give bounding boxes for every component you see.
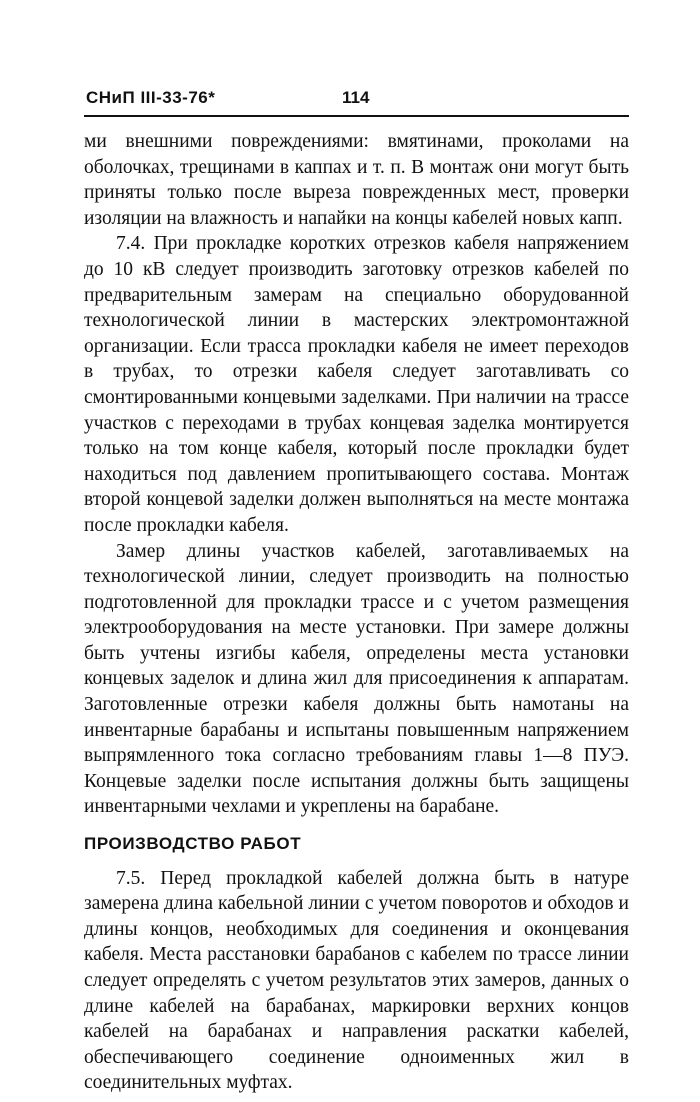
document-page [84, 88, 629, 1096]
paragraph-7-4 [84, 231, 629, 538]
paragraph-text: ми внешними повреждениями: вмятинами, проколами на оболочках, трещинами в каппах и т. п. В монтаж они могут быть приняты только после выреза поврежденных мест, проверки изоляции на влажность и напайки на концы кабелей новых капп. [84, 131, 629, 229]
header-rule [84, 115, 629, 117]
page-number: 114 [342, 88, 370, 107]
paragraph-text: При прокладке коротких отрезков кабеля напряжением до 10 кВ следует производить заготовку отрезков кабелей по предварительным замерам на специально оборудованной технологической линии в мастерских электромонтажной организации. Если трасса прокладки кабеля не имеет переходов в трубах, то отрезки кабеля следует заготавливать со смонтированными концевыми заделками. При наличии на трассе участков с переходами в трубах концевая заделка монтируется только на том конце кабеля, который после прокладки будет находиться под давлением пропитывающего состава. Монтаж второй концевой заделки должен выполняться на месте монтажа после прокладки кабеля. [84, 233, 630, 536]
paragraph-text: Замер длины участков кабелей, заготавливаемых на технологической линии, следует производить на полностью подготовленной для прокладки трассе и с учетом размещения электрооборудования на месте установки. При замере должны быть учтены изгибы кабеля, определены места установки концевых заделок и длина жил для присоединения к аппаратам. Заготовленные отрезки кабеля должны быть намотаны на инвентарные барабаны и испытаны повышенным напряжением выпрямленного тока согласно требованиям главы 1—8 ПУЭ. Концевые заделки после испытания должны быть защищены инвентарными чехлами и укреплены на барабане. [84, 540, 629, 818]
page-header [84, 88, 629, 112]
paragraph-text: Перед прокладкой кабелей должна быть в натуре замерена длина кабельной линии с учетом поворотов и обходов и длины концов, необходимых для соединения и оконцевания кабеля. Места расстановки барабанов с кабелем по трассе линии следует определять с учетом результатов этих замеров, данных о длине кабелей на барабанах, маркировки верхних концов кабелей на барабанах и направления раскатки кабелей, обеспечивающего соединение одноименных жил в соединительных муфтах. [84, 867, 629, 1094]
paragraph-number: 7.5. [116, 867, 146, 889]
paragraph-number: 7.4. [116, 233, 146, 255]
body-text [84, 129, 629, 1096]
section-heading: ПРОИЗВОДСТВО РАБОТ [84, 834, 302, 854]
document-code: СНиП III-33-76* [86, 88, 216, 107]
paragraph-continued [84, 129, 629, 231]
paragraph-measurement [84, 539, 629, 821]
paragraph-7-5 [84, 866, 629, 1096]
